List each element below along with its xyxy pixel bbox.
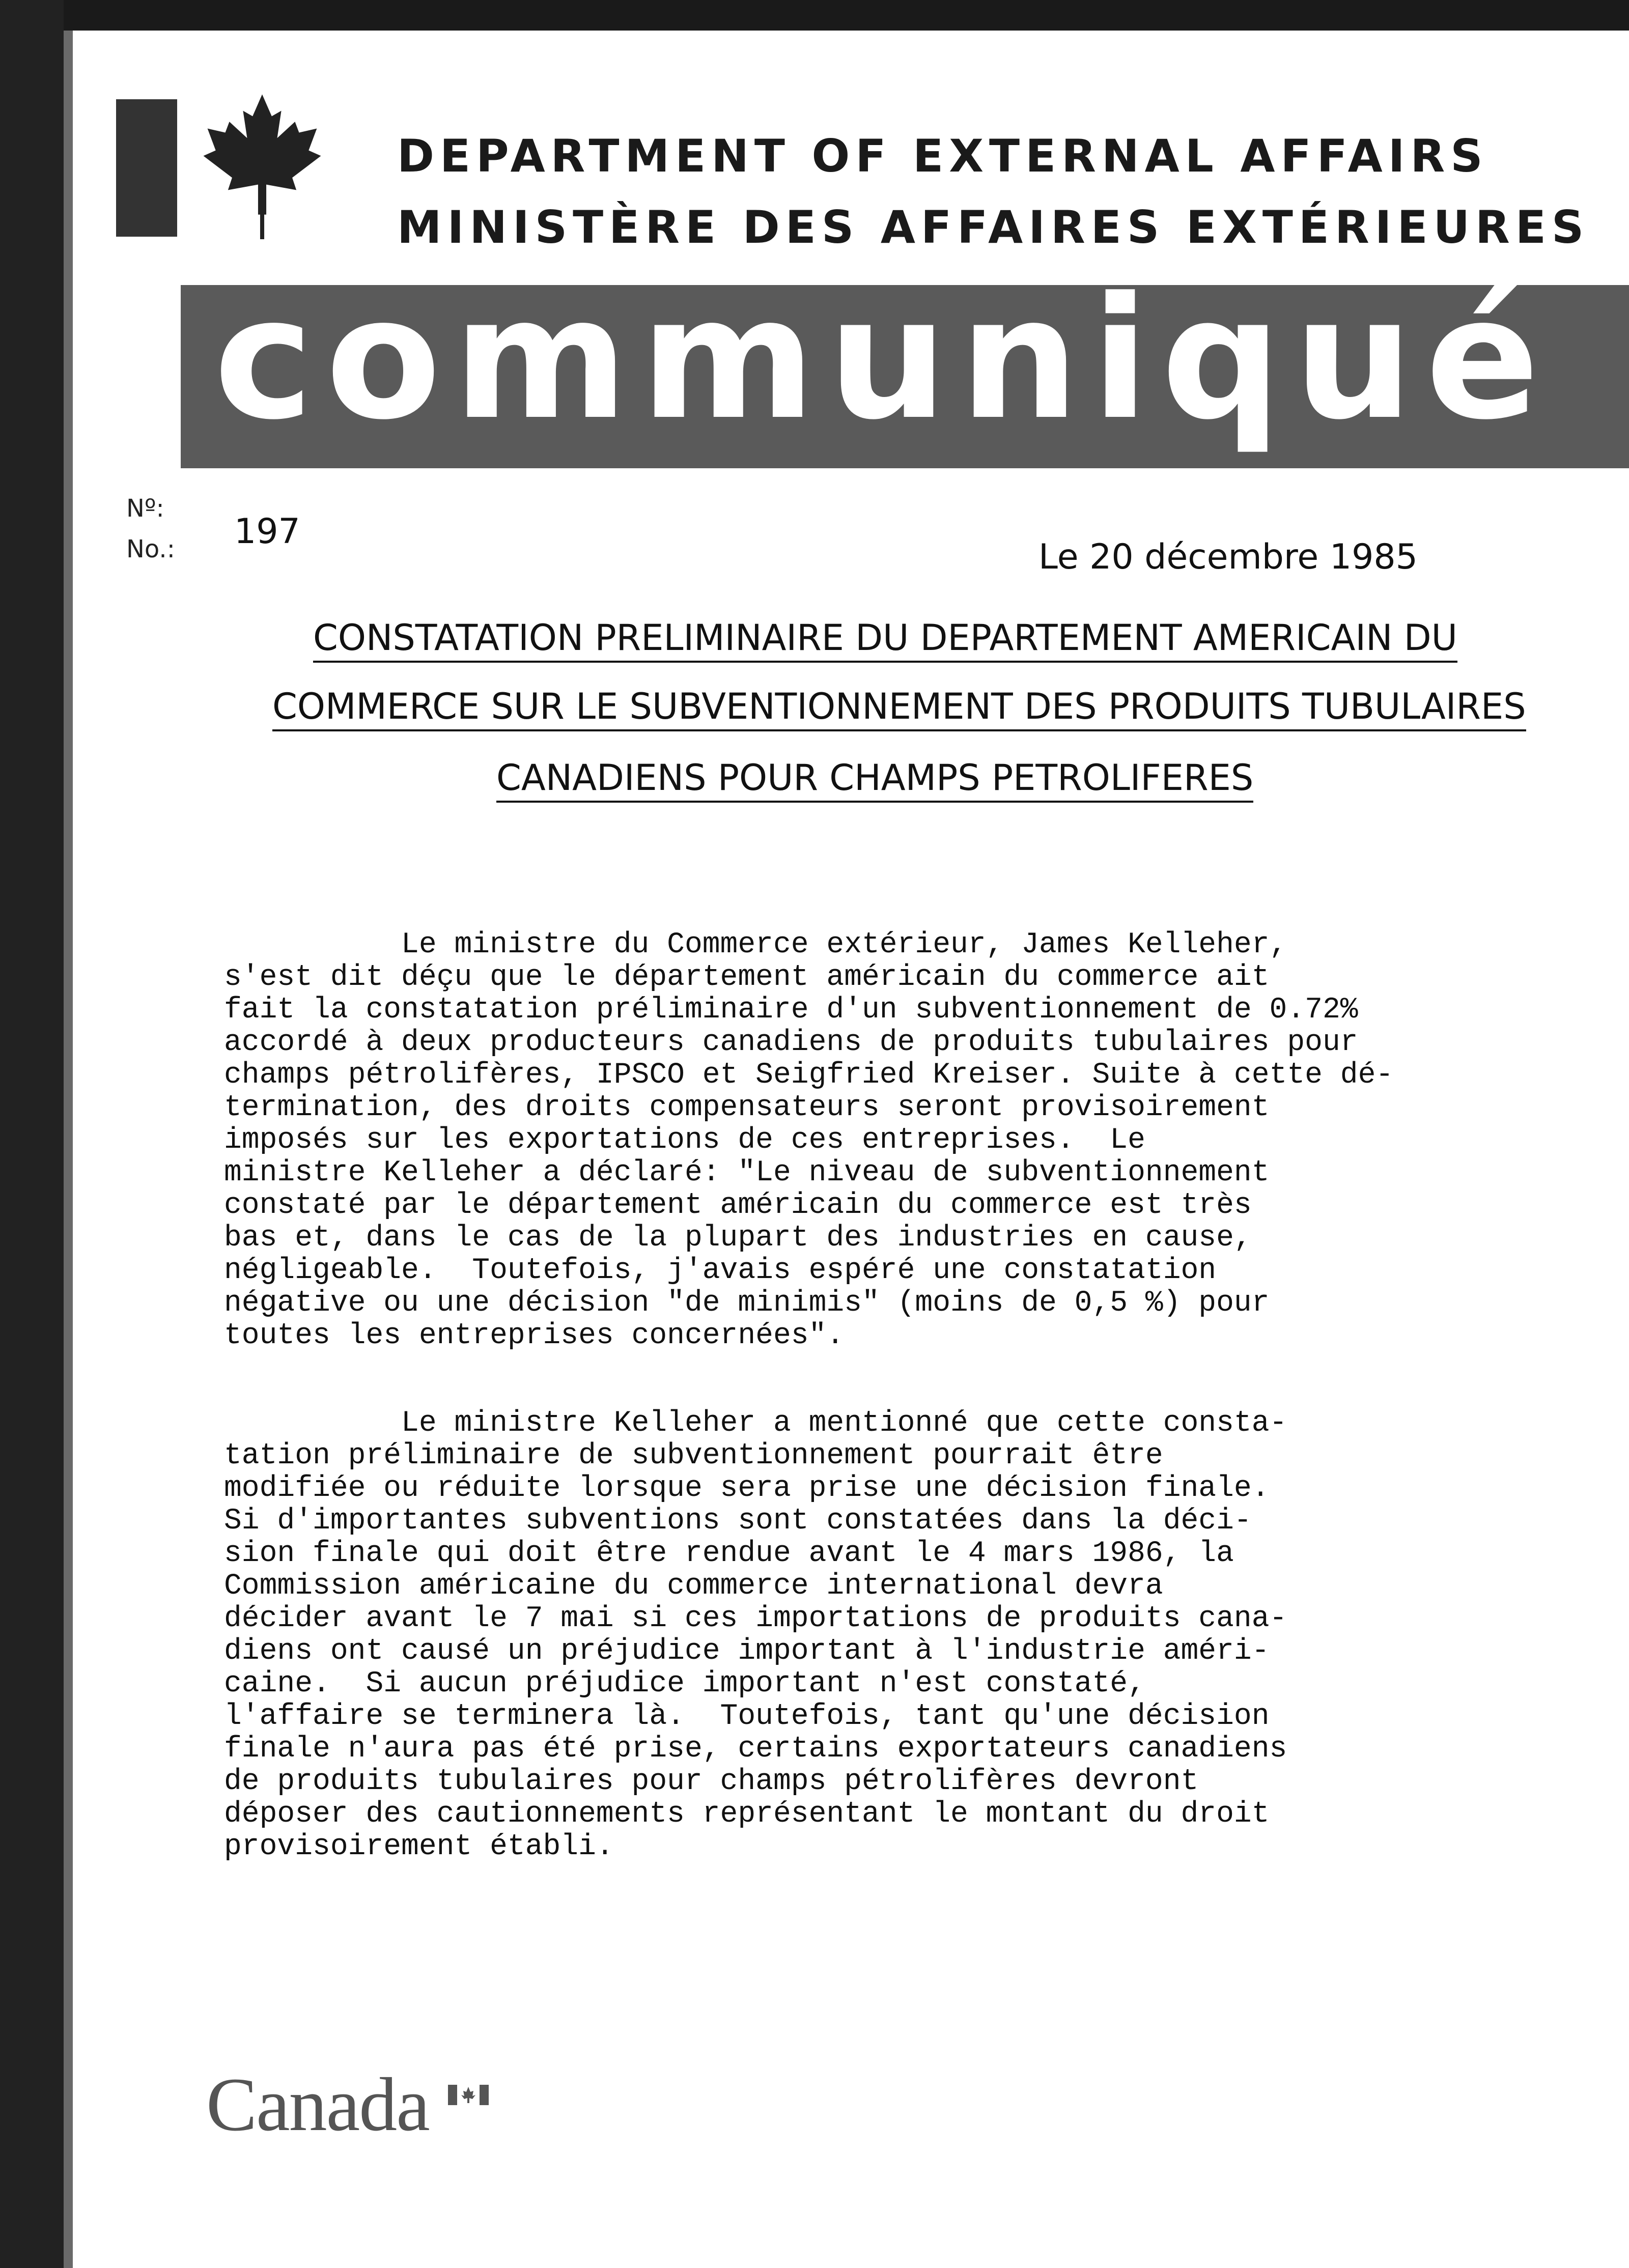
header-bar-block <box>116 99 177 237</box>
body-paragraph-2: Le ministre Kelleher a mentionné que cette consta- tation préliminaire de subventionnement pourrait être modifiée ou réduite lorsque sera prise une décision finale. Si d'importantes subventions sont constatées dans la déci- sion finale qui doit être rendue avant le 4 mars 1986, la Commission américaine du commerce international devra décider avant le 7 mai si ces importations de produits cana- diens ont causé un préjudice important à l'industrie améri- caine. Si aucun préjudice important n'est constaté, l'affaire se terminera là. Toutefois, tant qu'une décision finale n'aura pas été prise, certains exportateurs canadiens de produits tubulaires pour champs pétrolifères devront déposer des cautionnements représentant le montant du droit provisoirement établi. <box>224 1407 1287 1863</box>
binding-edge-inner <box>64 0 73 2268</box>
body-paragraph-1: Le ministre du Commerce extérieur, James Kelleher, s'est dit déçu que le département américain du commerce ait fait la constatation préliminaire d'un subventionnement de 0.72% accordé à deux producteurs canadiens de produits tubulaires pour champs pétrolifères, IPSCO et Seigfried Kreiser. Suite à cette dé- termination, des droits compensateurs seront provisoirement imposés sur les exportations de ces entreprises. Le ministre Kelleher a déclaré: "Le niveau de subventionnement constaté par le département américain du commerce est très bas et, dans le cas de la plupart des industries en cause, négligeable. Toutefois, j'avais espéré une constatation négative ou une décision "de minimis" (moins de 0,5 %) pour toutes les entreprises concernées". <box>224 928 1394 1352</box>
title-line-2: COMMERCE SUR LE SUBVENTIONNEMENT DES PRODUITS TUBULAIRES <box>272 687 1526 731</box>
title-line-3: CANADIENS POUR CHAMPS PETROLIFERES <box>496 758 1253 803</box>
number-label-en: No.: <box>126 535 175 563</box>
canada-flag-icon <box>448 2084 489 2106</box>
department-name-fr: MINISTÈRE DES AFFAIRES EXTÉRIEURES <box>397 201 1590 253</box>
top-scan-edge <box>64 0 1629 31</box>
title-line-1: CONSTATATION PRELIMINAIRE DU DEPARTEMENT AMERICAIN DU <box>313 618 1457 663</box>
communique-heading: communiqué <box>214 261 1552 457</box>
maple-leaf-icon <box>193 92 331 239</box>
communique-number: 197 <box>234 512 300 552</box>
number-label-fr: Nº: <box>126 494 164 523</box>
binding-edge <box>0 0 64 2268</box>
department-name-en: DEPARTMENT OF EXTERNAL AFFAIRS <box>397 130 1488 182</box>
communique-date: Le 20 décembre 1985 <box>1038 537 1418 577</box>
canada-wordmark: Canada <box>206 2062 429 2147</box>
